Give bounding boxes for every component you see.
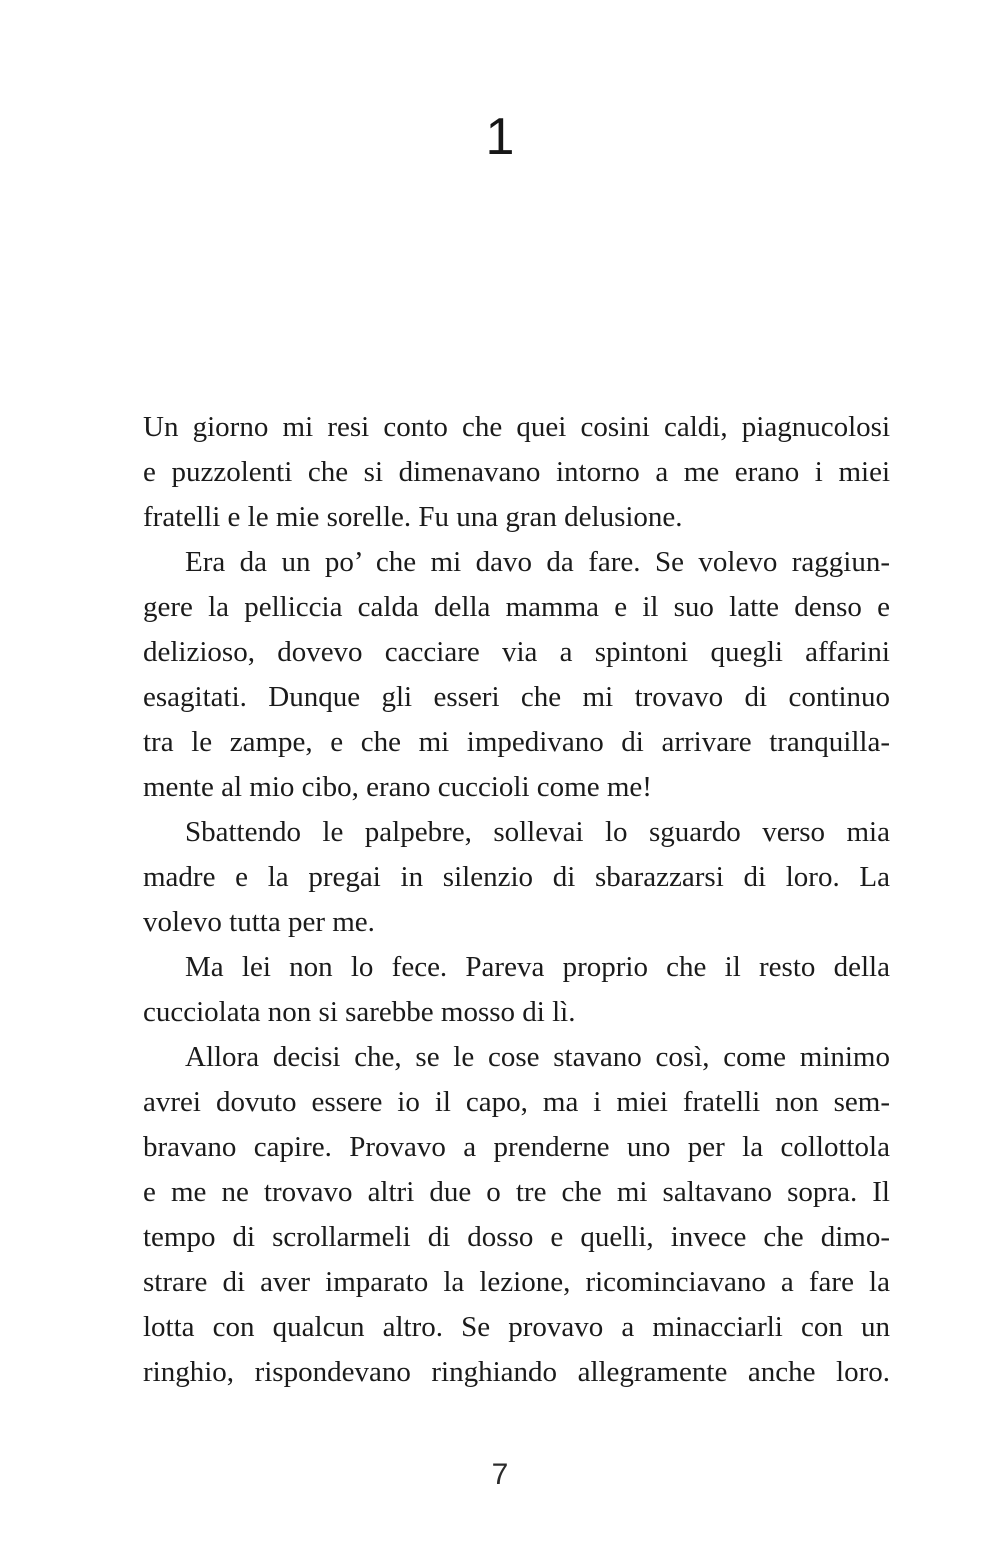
paragraph [143, 810, 890, 945]
page-number: 7 [491, 1458, 509, 1491]
text-line: tempo di scrollarmeli di dosso e quelli, invece che dimo- [143, 1221, 890, 1253]
text-line: Sbattendo le palpebre, sollevai lo sguardo verso mia [185, 816, 890, 848]
text-line: volevo tutta per me. [143, 906, 375, 938]
text-line: Un giorno mi resi conto che quei cosini caldi, piagnucolosi [143, 411, 890, 443]
paragraph [143, 1035, 890, 1395]
text-line: cucciolata non si sarebbe mosso di lì. [143, 996, 576, 1028]
paragraph [143, 945, 890, 1035]
text-line: e puzzolenti che si dimenavano intorno a me erano i miei [143, 456, 890, 488]
text-line: Ma lei non lo fece. Pareva proprio che il resto della [185, 951, 890, 983]
text-line: esagitati. Dunque gli esseri che mi trovavo di continuo [143, 681, 890, 713]
text-line: bravano capire. Provavo a prenderne uno per la collottola [143, 1131, 890, 1163]
text-line: delizioso, dovevo cacciare via a spintoni quegli affarini [143, 636, 890, 668]
text-line: Allora decisi che, se le cose stavano così, come minimo [185, 1041, 890, 1073]
text-line: ringhio, rispondevano ringhiando allegramente anche loro. [143, 1356, 890, 1388]
text-line: avrei dovuto essere io il capo, ma i miei fratelli non sem- [143, 1086, 890, 1118]
paragraph [143, 540, 890, 810]
chapter-number: 1 [485, 108, 515, 166]
body-text [143, 405, 890, 1395]
text-line: lotta con qualcun altro. Se provavo a minacciarli con un [143, 1311, 890, 1343]
text-line: madre e la pregai in silenzio di sbarazzarsi di loro. La [143, 861, 890, 893]
text-line: mente al mio cibo, erano cuccioli come me! [143, 771, 652, 803]
text-line: gere la pelliccia calda della mamma e il suo latte denso e [143, 591, 890, 623]
paragraph [143, 405, 890, 540]
text-line: fratelli e le mie sorelle. Fu una gran delusione. [143, 501, 683, 533]
text-line: tra le zampe, e che mi impedivano di arrivare tranquilla- [143, 726, 890, 758]
text-line: Era da un po’ che mi davo da fare. Se volevo raggiun- [185, 546, 890, 578]
text-line: e me ne trovavo altri due o tre che mi saltavano sopra. Il [143, 1176, 890, 1208]
text-line: strare di aver imparato la lezione, ricominciavano a fare la [143, 1266, 890, 1298]
